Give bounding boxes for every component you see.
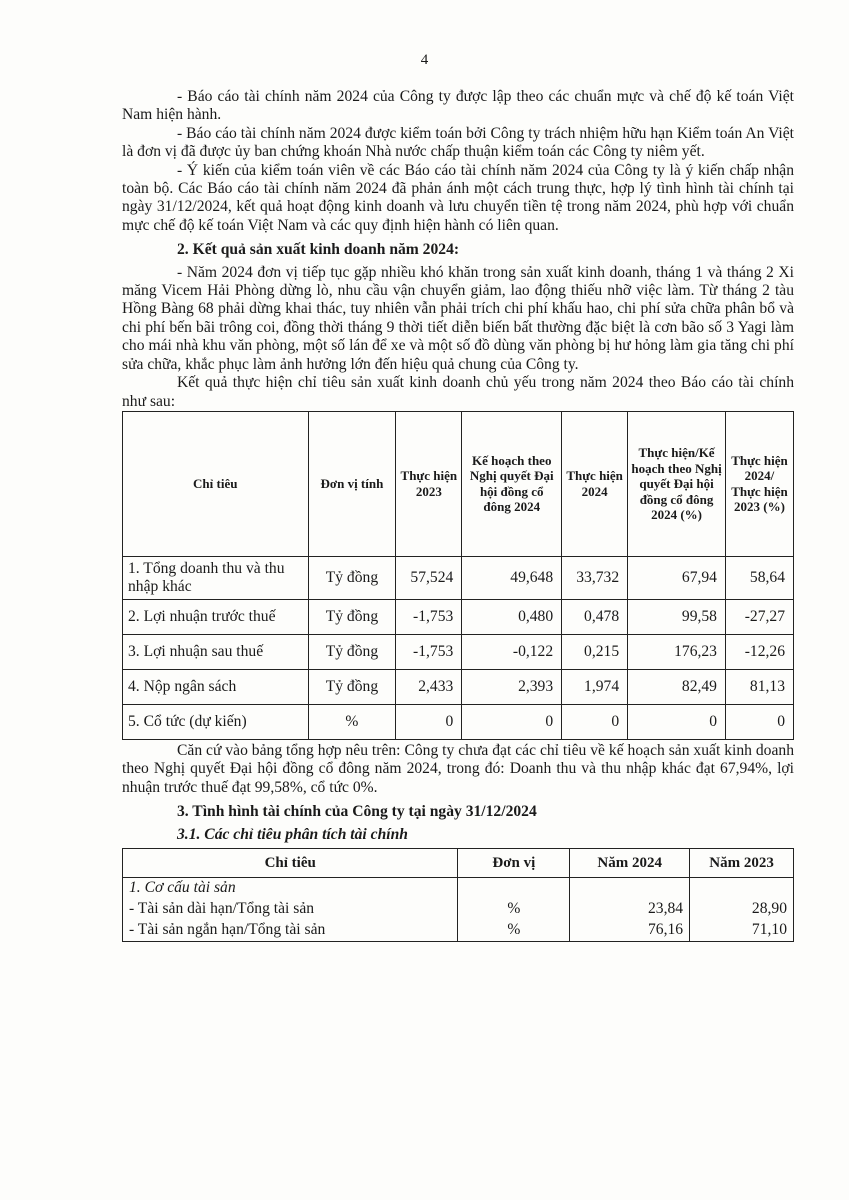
heading-business-results: 2. Kết quả sản xuất kinh doanh năm 2024: <box>177 241 460 259</box>
col-header-actual-vs-plan: Thực hiện/Kế hoạch theo Nghị quyết Đại hội đồng cổ đông 2024 (%) <box>628 411 726 556</box>
table-row <box>123 920 794 942</box>
table-section-row <box>123 877 794 899</box>
cell-unit: Tỷ đồng <box>308 556 396 599</box>
cell-indicator: 2. Lợi nhuận trước thuế <box>123 599 309 634</box>
table-header-row <box>123 848 794 877</box>
cell-pct-plan: 82,49 <box>628 669 726 704</box>
cell-indicator: - Tài sản ngắn hạn/Tổng tài sản <box>123 920 458 942</box>
table-row <box>123 669 794 704</box>
cell-unit: % <box>458 899 570 920</box>
paragraph-results-intro: Kết quả thực hiện chỉ tiêu sản xuất kinh doanh chủ yếu trong năm 2024 theo Báo cáo tài chính như sau: <box>122 374 794 410</box>
business-results-table <box>122 411 794 740</box>
cell-actual-2023: -1,753 <box>396 634 462 669</box>
page-number: 4 <box>420 52 429 68</box>
cell-actual-2024: 0,478 <box>562 599 628 634</box>
cell-pct-yoy: -12,26 <box>725 634 793 669</box>
paragraph-auditor-opinion: - Ý kiến của kiểm toán viên về các Báo cáo tài chính năm 2024 của Công ty là ý kiến chấp nhận toàn bộ. Các Báo cáo tài chính năm 2024 đã phản ánh một cách trung thực, hợp lý tình hình tài chính tại ngày 31/12/2024, kết quả hoạt động kinh doanh và lưu chuyển tiền tệ trong năm 2024, phù hợp với chuẩn mực chế độ kế toán Việt Nam và các quy định hiện hành có liên quan. <box>122 161 794 234</box>
cell-pct-plan: 0 <box>628 704 726 739</box>
cell-pct-yoy: -27,27 <box>725 599 793 634</box>
cell-pct-plan: 176,23 <box>628 634 726 669</box>
table-header-row <box>123 411 794 556</box>
heading-financial-indicators: 3.1. Các chỉ tiêu phân tích tài chính <box>177 825 408 843</box>
cell-indicator: 1. Tổng doanh thu và thu nhập khác <box>123 556 309 599</box>
col-header-year-2023: Năm 2023 <box>690 848 794 877</box>
col-header-indicator: Chỉ tiêu <box>123 411 309 556</box>
cell-pct-yoy: 81,13 <box>725 669 793 704</box>
section-asset-structure: 1. Cơ cấu tài sản <box>123 877 458 899</box>
cell-unit: Tỷ đồng <box>308 634 396 669</box>
table-row <box>123 599 794 634</box>
cell-indicator: 5. Cổ tức (dự kiến) <box>123 704 309 739</box>
document-body <box>122 88 794 942</box>
paragraph-audit-firm: - Báo cáo tài chính năm 2024 được kiểm toán bởi Công ty trách nhiệm hữu hạn Kiểm toán An Việt là đơn vị đã được ủy ban chứng khoán Nhà nước chấp thuận kiểm toán các Công ty niêm yết. <box>122 124 794 161</box>
table-row <box>123 899 794 920</box>
cell-actual-2024: 0,215 <box>562 634 628 669</box>
cell-actual-2024: 33,732 <box>562 556 628 599</box>
cell-plan-2024: 2,393 <box>462 669 562 704</box>
paragraph-summary: Căn cứ vào bảng tổng hợp nêu trên: Công ty chưa đạt các chỉ tiêu về kế hoạch sản xuất kinh doanh theo Nghị quyết Đại hội đồng cổ đông năm 2024, trong đó: Doanh thu và thu nhập khác đạt 67,94%, lợi nhuận trước thuế đạt 99,58%, cổ tức 0%. <box>122 741 794 796</box>
cell-actual-2023: 57,524 <box>396 556 462 599</box>
table-row <box>123 634 794 669</box>
cell-plan-2024: -0,122 <box>462 634 562 669</box>
col-header-yoy: Thực hiện 2024/ Thực hiện 2023 (%) <box>725 411 793 556</box>
table-row <box>123 704 794 739</box>
paragraph-difficulties: - Năm 2024 đơn vị tiếp tục gặp nhiều khó khăn trong sản xuất kinh doanh, tháng 1 và tháng 2 Xi măng Vicem Hải Phòng dừng lò, nhu cầu vận chuyển giảm, lao động thiếu nhỡ việc làm. Từ tháng 2 tàu Hồng Bàng 68 phải dừng khai thác, tuy nhiên vẫn phải trích chi phí khấu hao, chi phí sửa chữa phân bổ và chi phí bến bãi trông coi, đồng thời tháng 9 thời tiết diễn biến bất thường đặc biệt là cơn bão số 3 Yagi làm cho mái nhà khu văn phòng, một số lán để xe và một số đồ dùng văn phòng bị hư hỏng làm gia tăng chi phí sửa chữa, khắc phục làm ảnh hưởng lớn đến hiệu quả chung của Công ty. <box>122 263 794 373</box>
cell-indicator: 4. Nộp ngân sách <box>123 669 309 704</box>
cell-unit: % <box>308 704 396 739</box>
cell-pct-yoy: 58,64 <box>725 556 793 599</box>
cell-pct-yoy: 0 <box>725 704 793 739</box>
col-header-unit: Đơn vị tính <box>308 411 396 556</box>
financial-indicators-table <box>122 848 794 942</box>
table-row <box>123 556 794 599</box>
cell-pct-plan: 67,94 <box>628 556 726 599</box>
cell-year-2023: 28,90 <box>690 899 794 920</box>
cell-plan-2024: 49,648 <box>462 556 562 599</box>
col-header-indicator: Chỉ tiêu <box>123 848 458 877</box>
col-header-plan-2024: Kế hoạch theo Nghị quyết Đại hội đồng cổ đông 2024 <box>462 411 562 556</box>
cell-actual-2024: 1,974 <box>562 669 628 704</box>
cell-actual-2023: 2,433 <box>396 669 462 704</box>
cell-plan-2024: 0,480 <box>462 599 562 634</box>
cell-year-2024: 23,84 <box>570 899 690 920</box>
col-header-year-2024: Năm 2024 <box>570 848 690 877</box>
heading-financial-status: 3. Tình hình tài chính của Công ty tại ngày 31/12/2024 <box>177 803 537 821</box>
cell-year-2023: 71,10 <box>690 920 794 942</box>
cell-actual-2024: 0 <box>562 704 628 739</box>
paragraph-report-standards: - Báo cáo tài chính năm 2024 của Công ty được lập theo các chuẩn mực và chế độ kế toán Việt Nam hiện hành. <box>122 88 794 124</box>
col-header-unit: Đơn vị <box>458 848 570 877</box>
cell-unit: % <box>458 920 570 942</box>
cell-actual-2023: 0 <box>396 704 462 739</box>
cell-year-2024: 76,16 <box>570 920 690 942</box>
cell-unit: Tỷ đồng <box>308 599 396 634</box>
col-header-actual-2023: Thực hiện 2023 <box>396 411 462 556</box>
col-header-actual-2024: Thực hiện 2024 <box>562 411 628 556</box>
cell-indicator: - Tài sản dài hạn/Tổng tài sản <box>123 899 458 920</box>
cell-unit: Tỷ đồng <box>308 669 396 704</box>
cell-pct-plan: 99,58 <box>628 599 726 634</box>
cell-indicator: 3. Lợi nhuận sau thuế <box>123 634 309 669</box>
cell-actual-2023: -1,753 <box>396 599 462 634</box>
cell-plan-2024: 0 <box>462 704 562 739</box>
